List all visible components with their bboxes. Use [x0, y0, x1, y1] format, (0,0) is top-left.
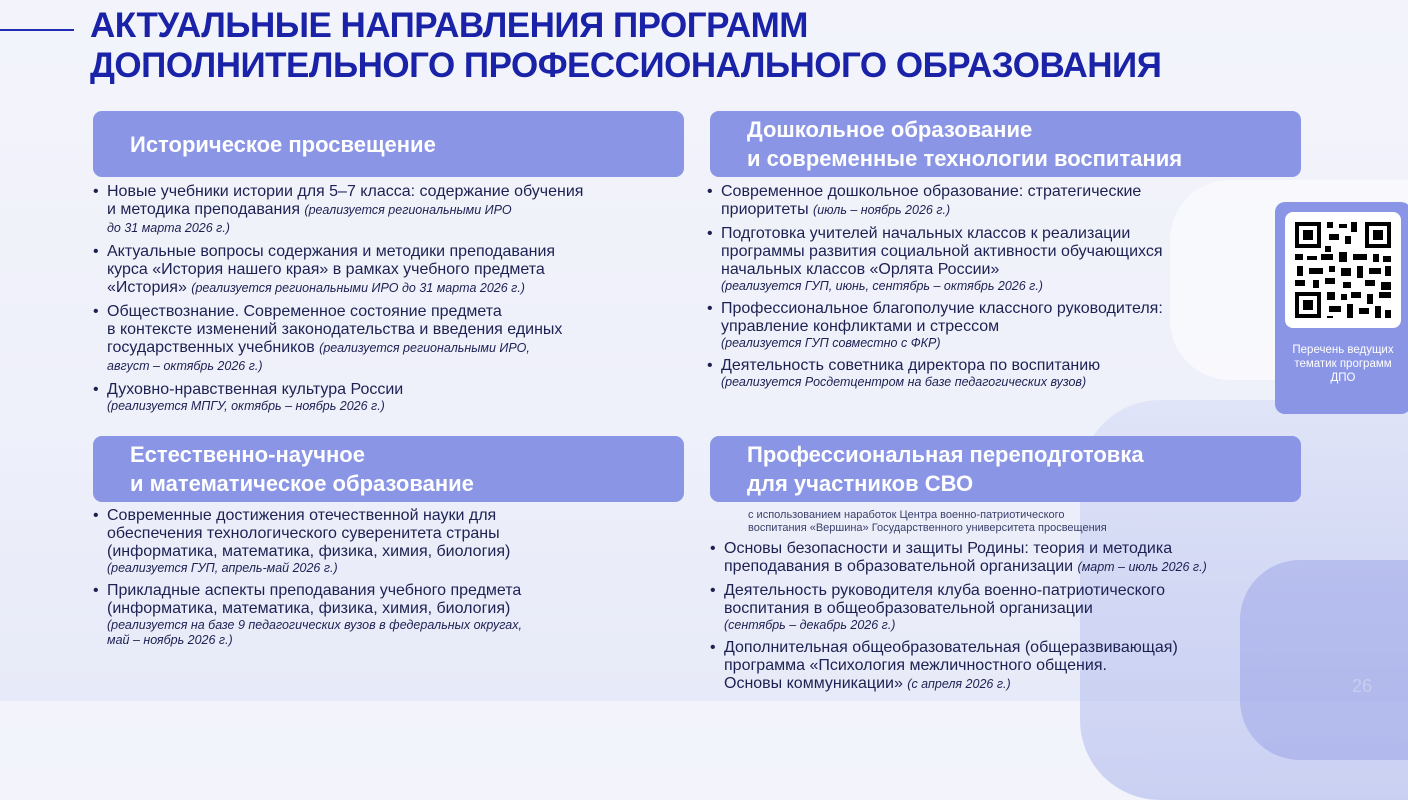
section-header-line: Профессиональная переподготовка — [747, 442, 1144, 467]
qr-code-icon[interactable] — [1285, 212, 1401, 328]
list-item — [710, 540, 1310, 576]
section-list-science — [93, 507, 693, 654]
item-text: Основы безопасности и защиты Родины: теория и методика преподавания в образовательной организации — [724, 540, 1173, 575]
item-note: (реализуется ГУП, апрель-май 2026 г.) — [107, 561, 338, 575]
section-header-line: Историческое просвещение — [130, 131, 436, 157]
section-header-preschool — [710, 111, 1301, 177]
section-header-line: Естественно-научное — [130, 442, 365, 467]
qr-code-icon — [1285, 212, 1401, 328]
item-note: (март – июль 2026 г.) — [1077, 560, 1207, 574]
list-item — [93, 183, 693, 237]
list-item — [707, 183, 1267, 219]
list-item — [710, 582, 1310, 633]
section-header-line: Дошкольное образование — [747, 117, 1033, 142]
section-header-science — [93, 436, 684, 502]
item-text: Прикладные аспекты преподавания учебного предмета (информатика, математика, физика, химия, биология) — [107, 582, 522, 617]
list-item — [93, 381, 693, 414]
item-text: Деятельность руководителя клуба военно-патриотического воспитания в общеобразовательной организации — [724, 582, 1166, 617]
item-note: (реализуется ГУП совместно с ФКР) — [721, 336, 941, 350]
list-item — [707, 225, 1267, 294]
section-list-history — [93, 183, 693, 420]
list-item — [93, 582, 693, 648]
item-text: Современные достижения отечественной науки для обеспечения технологического суверенитета страны (информатика, математика, физика, химия, биология) — [107, 507, 511, 560]
item-note: (реализуется ГУП, июнь, сентябрь – октябрь 2026 г.) — [721, 279, 1043, 293]
item-note: (реализуется Росдетцентром на базе педагогических вузов) — [721, 375, 1087, 389]
item-text: Деятельность советника директора по воспитанию — [721, 357, 1101, 374]
item-text: Современное дошкольное образование: стратегические приоритеты — [721, 183, 1142, 218]
page-number: 26 — [1352, 676, 1373, 696]
item-text: Новые учебники истории для 5‒7 класса: содержание обучения и методика преподавания — [107, 183, 584, 218]
section-header-line: для участников СВО — [747, 471, 974, 496]
item-text: Обществознание. Современное состояние предмета в контексте изменений законодательства и введения единых государственных учебников — [107, 303, 563, 356]
item-note: (июль – ноябрь 2026 г.) — [813, 203, 951, 217]
item-text: Актуальные вопросы содержания и методики преподавания курса «История нашего края» в рамках учебного предмета «История» — [107, 243, 556, 296]
item-note: (реализуется региональными ИРО до 31 марта 2026 г.) — [191, 281, 525, 295]
item-text: Профессиональное благополучие классного руководителя: управление конфликтами и стрессом — [721, 300, 1163, 335]
page-title — [90, 6, 1161, 86]
section-header-history — [93, 111, 684, 177]
item-note: (сентябрь – декабрь 2026 г.) — [724, 618, 896, 632]
item-note: (реализуется региональными ИРО до 31 марта 2026 г.) — [107, 203, 512, 235]
title-accent-line — [0, 29, 74, 31]
item-note: (реализуется МПГУ, октябрь – ноябрь 2026 г.) — [107, 399, 385, 413]
item-text: Дополнительная общеобразовательная (общеразвивающая) программа «Психология межличностного общения. Основы коммуникации» — [724, 639, 1178, 692]
list-item — [707, 300, 1267, 351]
list-item — [710, 639, 1310, 693]
section-header-line: и современные технологии воспитания — [747, 146, 1183, 171]
list-item — [93, 303, 693, 375]
item-note: (реализуется региональными ИРО, август – октябрь 2026 г.) — [107, 341, 530, 373]
list-item — [93, 507, 693, 576]
section-list-svo — [710, 540, 1310, 699]
page-title-line: АКТУАЛЬНЫЕ НАПРАВЛЕНИЯ ПРОГРАММ — [90, 6, 808, 45]
section-list-preschool — [707, 183, 1267, 396]
item-note: (реализуется на базе 9 педагогических вузов в федеральных округах, май – ноябрь 2026 г.) — [107, 618, 522, 647]
qr-card[interactable] — [1275, 202, 1408, 414]
item-text: Подготовка учителей начальных классов к реализации программы развития социальной активности обучающихся начальных классов «Орлята России» — [721, 225, 1163, 278]
qr-caption: Перечень ведущих тематик программ ДПО — [1292, 344, 1394, 384]
page-title-line: ДОПОЛНИТЕЛЬНОГО ПРОФЕССИОНАЛЬНОГО ОБРАЗОВАНИЯ — [90, 46, 1162, 85]
section-header-svo — [710, 436, 1301, 502]
section-subnote: с использованием наработок Центра военно-патриотического воспитания «Вершина» Государственного университета просвещения — [748, 509, 1107, 534]
item-text: Духовно-нравственная культура России — [107, 381, 404, 398]
item-note: (с апреля 2026 г.) — [907, 677, 1011, 691]
list-item — [707, 357, 1267, 390]
list-item — [93, 243, 693, 297]
section-header-line: и математическое образование — [130, 471, 474, 496]
